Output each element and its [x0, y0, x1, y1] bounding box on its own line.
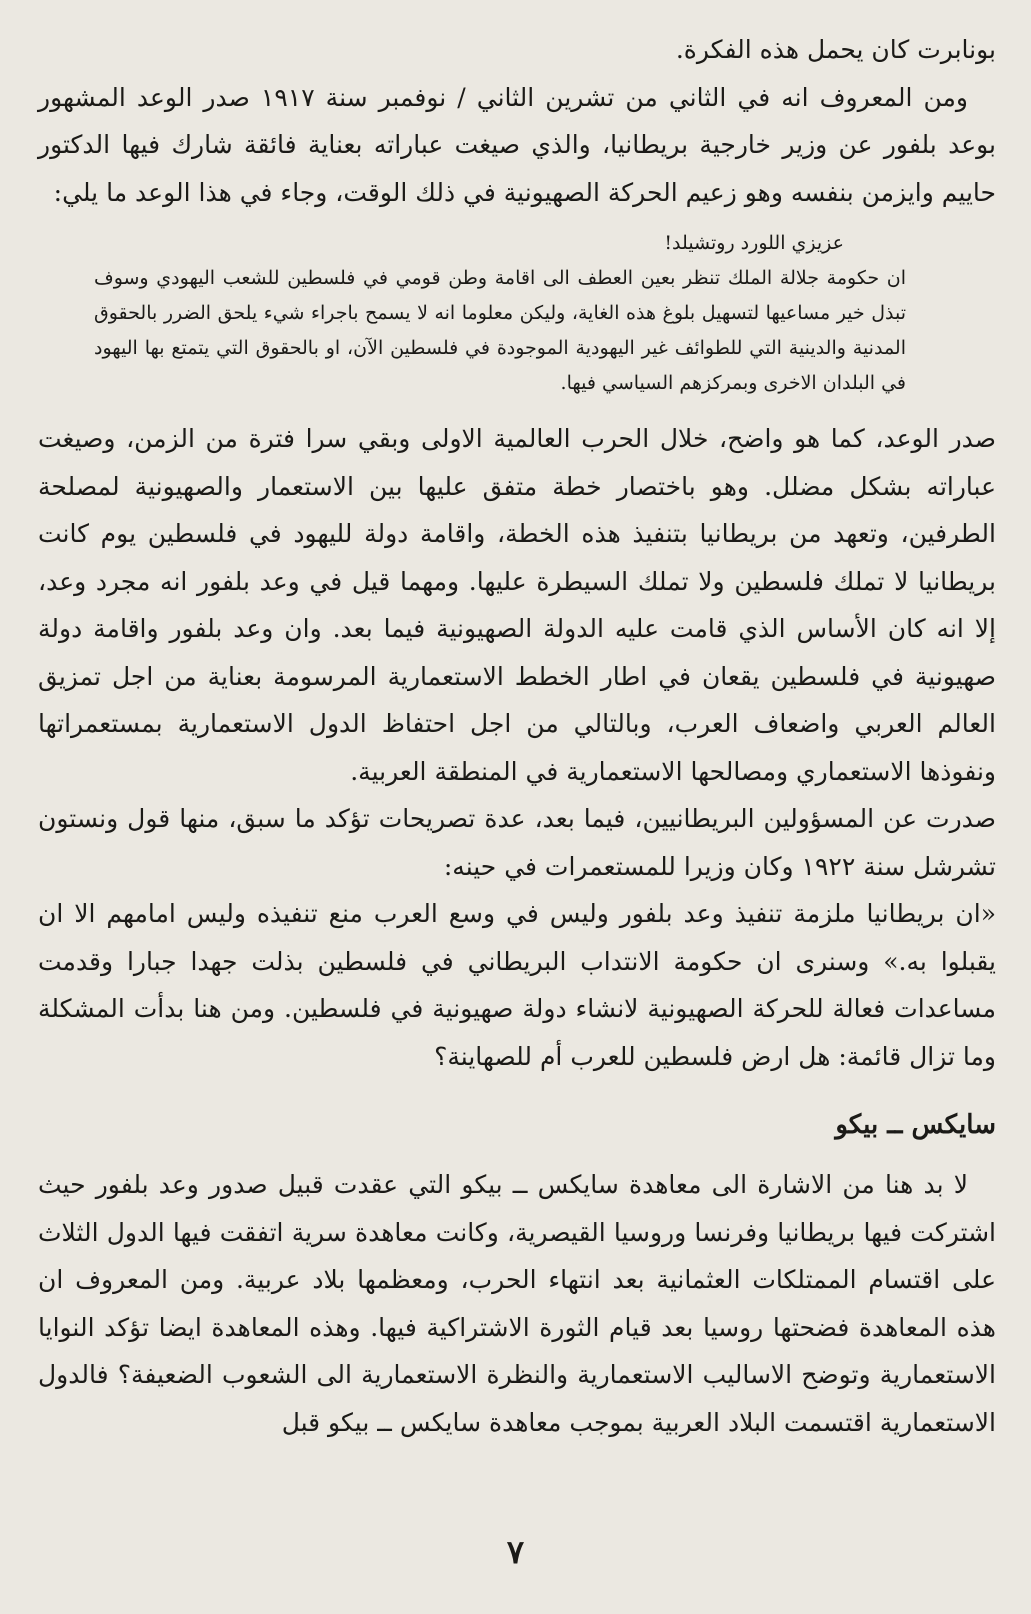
balfour-declaration-quote [94, 226, 906, 401]
paragraph-churchill-quote: «ان بريطانيا ملزمة تنفيذ وعد بلفور وليس في وسع العرب منع تنفيذه وليس امامهم الا ان يقبلوا به.» وسنرى ان حكومة الانتداب البريطاني في فلسطين بذلت جهدا جبارا وقدمت مساعدات فعالة للحركة الصهيونية لانشاء دولة صهيونية في فلسطين. ومن هنا بدأت المشكلة وما تزال قائمة: هل ارض فلسطين للعرب أم للصهاينة؟ [38, 899, 996, 1071]
page-text-body [38, 26, 996, 1446]
paragraph-sykes-picot: لا بد هنا من الاشارة الى معاهدة سايكس ــ بيكو التي عقدت قبيل صدور وعد بلفور حيث اشتركت فيها بريطانيا وفرنسا وروسيا القيصرية، وكانت معاهدة سرية اتفقت فيها الدول الثلاث على اقتسام الممتلكات العثمانية بعد انتهاء الحرب، ومعظمها بلاد عربية. ومن المعروف ان هذه المعاهدة فضحتها روسيا بعد قيام الثورة الاشتراكية فيها. وهذه المعاهدة ايضا تؤكد النوايا الاستعمارية وتوضح الاساليب الاستعمارية والنظرة الاستعمارية الى الشعوب الضعيفة؟ فالدول الاستعمارية اقتسمت البلاد العربية بموجب معاهدة سايكس ــ بيكو قبل [38, 1170, 996, 1437]
page-number: ٧ [506, 1533, 525, 1571]
paragraph-balfour-intro: ومن المعروف انه في الثاني من تشرين الثاني / نوفمبر سنة ١٩١٧ صدر الوعد المشهور بوعد بلفور عن وزير خارجية بريطانيا، والذي صيغت عباراته بعناية فائقة شارك فيها الدكتور حاييم وايزمن بنفسه وهو زعيم الحركة الصهيونية في ذلك الوقت، وجاء في هذا الوعد ما يلي: [38, 82, 996, 207]
section-heading-sykes-picot: سايكس ــ بيكو [835, 1110, 996, 1140]
quote-greeting: عزيزي اللورد روتشيلد! [664, 232, 844, 254]
paragraph-declaration-analysis: صدر الوعد، كما هو واضح، خلال الحرب العالمية الاولى وبقي سرا فترة من الزمن، وصيغت عباراته بشكل مضلل. وهو باختصار خطة متفق عليها بين الاستعمار والصهيونية لمصلحة الطرفين، وتعهد من بريطانيا بتنفيذ هذه الخطة، واقامة دولة لليهود في فلسطين يوم كانت بريطانيا لا تملك فلسطين ولا تملك السيطرة عليها. ومهما قيل في وعد بلفور انه مجرد وعد، إلا انه كان الأساس الذي قامت عليه الدولة الصهيونية فيما بعد. وان وعد بلفور واقامة دولة صهيونية في فلسطين يقعان في اطار الخطط الاستعمارية المرسومة بعناية من اجل تمزيق العالم العربي واضعاف العرب، وبالتالي من اجل احتفاظ الدول الاستعمارية بمستعمراتها ونفوذها الاستعماري ومصالحها الاستعمارية في المنطقة العربية. [38, 424, 996, 786]
paragraph-continuation: بونابرت كان يحمل هذه الفكرة. [675, 35, 996, 64]
quote-body: ان حكومة جلالة الملك تنظر بعين العطف الى اقامة وطن قومي في فلسطين للشعب اليهودي وسوف تبذل خير مساعيها لتسهيل بلوغ هذه الغاية، وليكن معلوما انه لا يسمح باجراء شيء يلحق الضرر بالحقوق المدنية والدينية التي للطوائف غير اليهودية الموجودة في فلسطين الآن، او بالحقوق التي يتمتع بها اليهود في البلدان الاخرى وبمركزهم السياسي فيها. [94, 267, 906, 394]
paragraph-british-statements: صدرت عن المسؤولين البريطانيين، فيما بعد، عدة تصريحات تؤكد ما سبق، منها قول ونستون تشرشل سنة ١٩٢٢ وكان وزيرا للمستعمرات في حينه: [38, 804, 996, 881]
